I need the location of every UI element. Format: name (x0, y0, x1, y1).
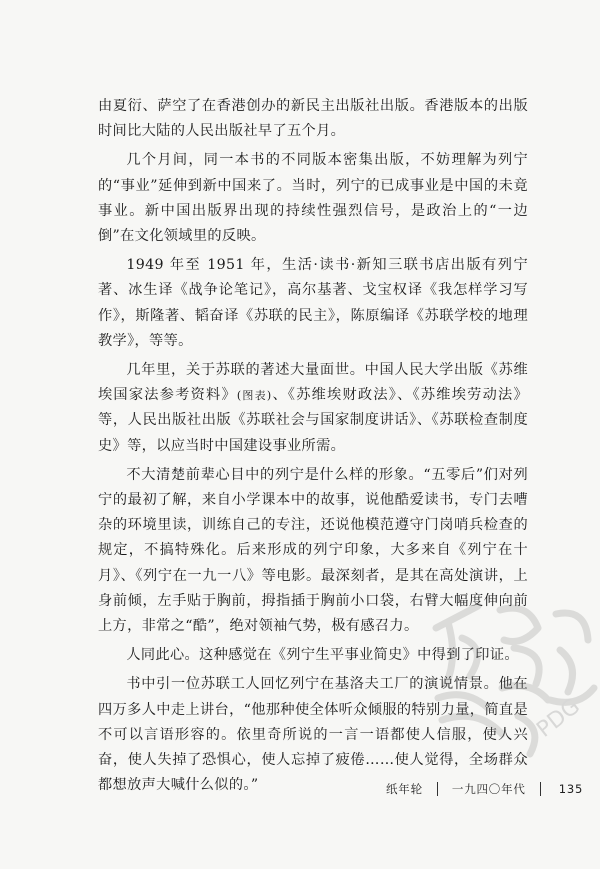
text-run: 1949 年至 1951 年，生活·读书·新知三联书店出版有列宁著、冰生译《战争论笔记》，高尔基著、戈宝权译《我怎样学习写作》，斯隆著、韬奋译《苏联的民主》，陈原编译《苏联学校的地理教学》，等等。 (98, 257, 528, 349)
paragraph (98, 148, 528, 249)
inline-note: (图表) (236, 389, 272, 403)
text-run: 、《苏维埃财政法》、《苏维埃劳动法》等，人民出版社出版《苏联社会与国家制度讲话》、《苏联检查制度史》等，以应当时中国建设事业所需。 (98, 387, 528, 454)
footer-chapter: 一九四〇年代 (451, 782, 526, 796)
page-footer (386, 781, 583, 797)
paragraph (98, 358, 528, 459)
paragraph (98, 94, 528, 144)
paragraph (98, 643, 528, 668)
footer-book-title: 纸年轮 (386, 782, 423, 796)
page-number: 135 (558, 782, 584, 796)
text-run: 几个月间，同一本书的不同版本密集出版，不妨理解为列宁的“事业”延伸到新中国来了。当时，列宁的已成事业是中国的未竟事业。新中国出版界出现的持续性强烈信号，是政治上的“一边倒”在文化领域里的反映。 (98, 152, 528, 245)
paragraph (98, 672, 528, 798)
text-run: 书中引一位苏联工人回忆列宁在基洛夫工厂的演说情景。他在四万多人中走上讲台，“他那种使全体听众倾服的特别力量，简直是不可以言语形容的。依里奇所说的一言一语都使人信服，使人兴奋，使人失掉了恐惧心，使人忘掉了疲倦……使人觉得，全场群众都想放声大喊什么似的。” (98, 676, 528, 794)
paragraph (98, 253, 528, 354)
body-text (98, 94, 528, 798)
footer-divider (540, 782, 541, 796)
text-run: 不大清楚前辈心目中的列宁是什么样的形象。“五零后”们对列宁的最初了解，来自小学课本中的故事，说他酷爱读书，专门去嘈杂的环境里读，训练自己的专注，还说他模范遵守门岗哨兵检查的规定，不搞特殊化。后来形成的列宁印象，大多来自《列宁在十月》、《列宁在一九一八》等电影。最深刻者，是其在高处演讲，上身前倾，左手贴于胸前，拇指插于胸前小口袋，右臂大幅度伸向前上方，非常之“酷”，绝对领袖气势，极有感召力。 (98, 466, 528, 635)
watermark-text: PDG (532, 693, 585, 743)
paragraph (98, 463, 528, 639)
footer-divider (437, 782, 438, 796)
text-run: 几年里，关于苏联的著述大量面世。中国人民大学出版《苏维埃国家法参考资料》 (98, 362, 528, 404)
text-run: 人同此心。这种感觉在《列宁生平事业简史》中得到了印证。 (126, 647, 519, 664)
text-run: 由夏衍、萨空了在香港创办的新民主出版社出版。香港版本的出版时间比大陆的人民出版社早了五个月。 (98, 98, 528, 140)
